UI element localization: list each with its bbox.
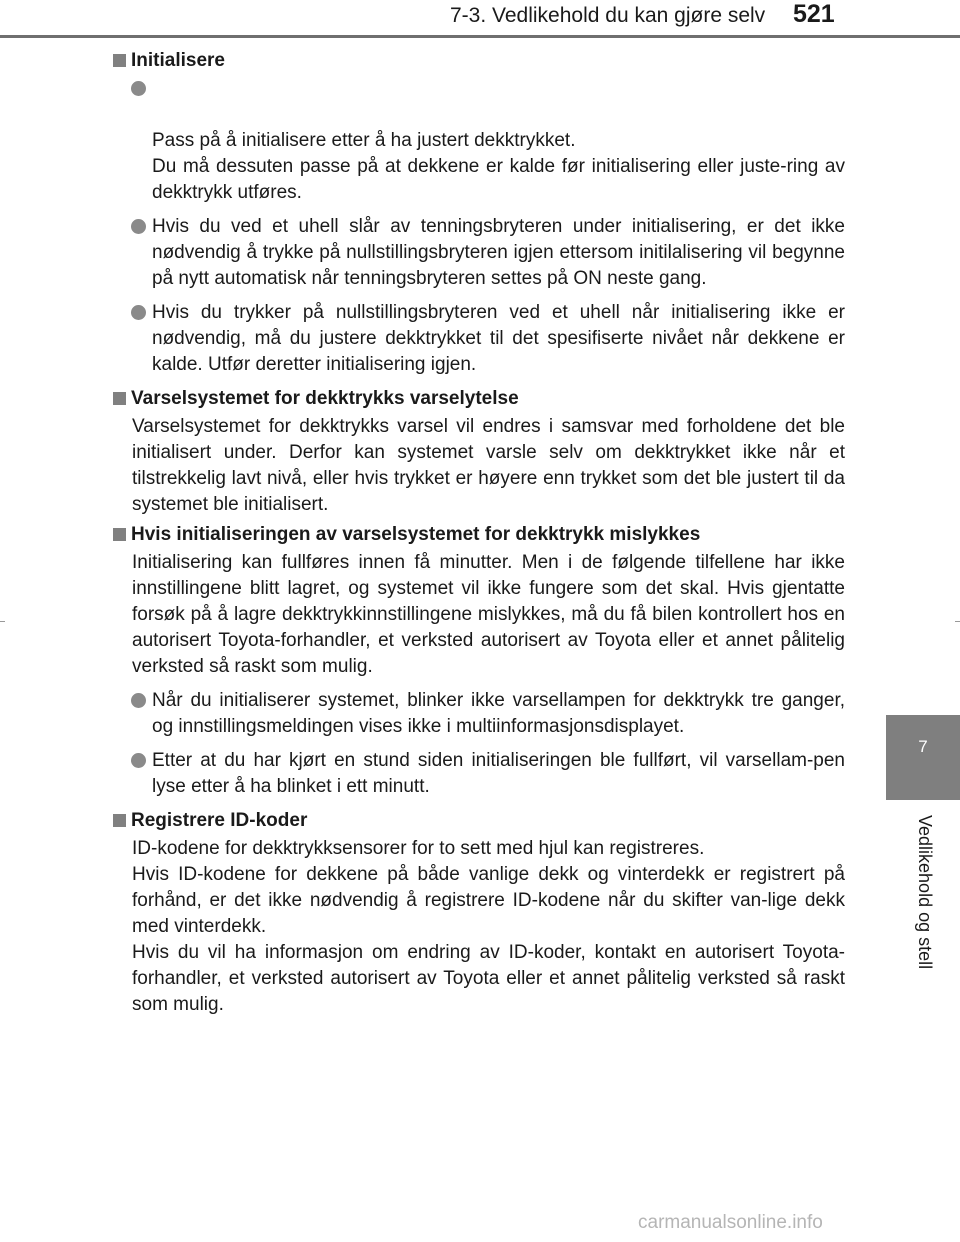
- bullet-item: Etter at du har kjørt en stund siden initialiseringen ble fullført, vil varsellam-pen lyse etter å ha blinket i ett minutt.: [110, 748, 845, 800]
- page-header: [0, 0, 960, 40]
- page-content: [110, 48, 845, 1022]
- section-initialisere: [110, 48, 845, 378]
- square-bullet-icon: [113, 54, 126, 67]
- square-bullet-icon: [113, 392, 126, 405]
- paragraph-line: Hvis du vil ha informasjon om endring av ID-koder, kontakt en autorisert Toyota-forhandler, et verksted autorisert av Toyota eller et annet pålitelig verksted så raskt som mulig.: [132, 942, 845, 1015]
- chapter-title: 7-3. Vedlikehold du kan gjøre selv: [450, 4, 766, 27]
- crop-mark-right: [955, 621, 960, 622]
- round-bullet-icon: [131, 753, 146, 768]
- section-heading: Varselsystemet for dekktrykks varselytelse: [110, 386, 845, 412]
- square-bullet-icon: [113, 528, 126, 541]
- header-divider: [0, 35, 960, 38]
- section-mislykkes: [110, 522, 845, 800]
- section-paragraph: Initialisering kan fullføres innen få minutter. Men i de følgende tilfellene har ikke innstillingene blitt lagret, og systemet vil ikke fungere som det skal. Hvis gjentatte forsøk på å lagre dekktrykkinnstillingene mislykkes, må du få bilen kontrollert hos en autorisert Toyota-forhandler, et verksted autorisert av Toyota eller et annet pålitelig verksted så raskt som mulig.: [132, 552, 845, 677]
- section-heading: Hvis initialiseringen av varselsystemet for dekktrykk mislykkes: [110, 522, 845, 548]
- round-bullet-icon: [131, 305, 146, 320]
- section-paragraph: [110, 836, 845, 1018]
- section-varselytelse: [110, 386, 845, 518]
- round-bullet-icon: [131, 219, 146, 234]
- chapter-tab: [886, 715, 960, 800]
- bullet-item: Når du initialiserer systemet, blinker ikke varsellampen for dekktrykk tre ganger, og innstillingsmeldingen vises ikke i multiinformasjonsdisplayet.: [110, 688, 845, 740]
- bullet-item: Hvis du ved et uhell slår av tenningsbryteren under initialisering, er det ikke nødvendig å trykke på nullstillingsbryteren igjen ettersom initilalisering vil begynne på nytt automatisk når tenningsbryteren settes på ON neste gang.: [110, 214, 845, 292]
- section-id-koder: [110, 808, 845, 1018]
- round-bullet-icon: [131, 81, 146, 96]
- bullet-item: Pass på å initialisere etter å ha justert dekktrykket. Du må dessuten passe på at dekkene er kalde før initialisering eller juste-ring av dekktrykk utføres.: [110, 76, 845, 206]
- section-heading: Registrere ID-koder: [110, 808, 845, 834]
- section-heading: Initialisere: [110, 48, 845, 74]
- square-bullet-icon: [113, 814, 126, 827]
- chapter-side-label: Vedlikehold og stell: [915, 815, 935, 970]
- chapter-number: 7: [918, 737, 928, 756]
- section-paragraph: Varselsystemet for dekktrykks varsel vil endres i samsvar med forholdene det ble initialisert under. Derfor kan systemet varsle selv om dekktrykket ikke når et tilstrekkelig lavt nivå, eller hvis trykket er høyere enn trykket som det ble justert til da systemet ble initialisert.: [132, 416, 845, 515]
- round-bullet-icon: [131, 693, 146, 708]
- crop-mark-left: [0, 621, 5, 622]
- paragraph-line: Hvis ID-kodene for dekkene på både vanlige dekk og vinterdekk er registrert på forhånd, er det ikke nødvendig å registrere ID-kodene når du skifter van-lige dekk med vinterdekk.: [132, 864, 845, 937]
- bullet-item: Hvis du trykker på nullstillingsbryteren ved et uhell når initialisering ikke er nødvendig, må du justere dekktrykket til det spesifiserte nivået når dekkene er kalde. Utfør deretter initialisering igjen.: [110, 300, 845, 378]
- paragraph-line: ID-kodene for dekktrykksensorer for to sett med hjul kan registreres.: [132, 838, 705, 859]
- watermark: carmanualsonline.info: [638, 1212, 823, 1233]
- page-number: 521: [793, 0, 835, 28]
